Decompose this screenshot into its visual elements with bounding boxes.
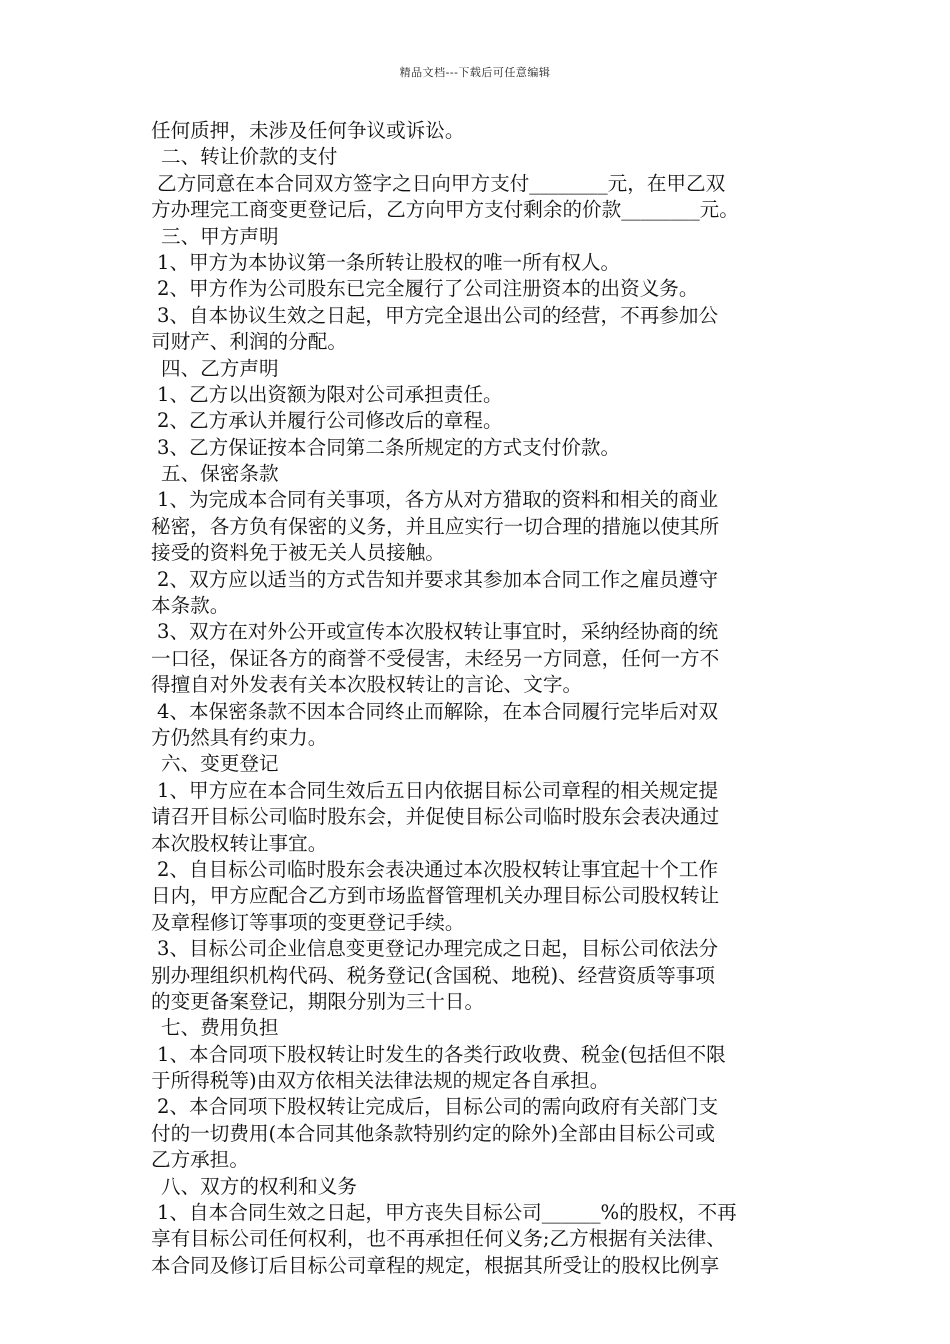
text-line: 的变更备案登记，期限分别为三十日。 <box>151 989 485 1013</box>
text-line: 2、本合同项下股权转让完成后，目标公司的需向政府有关部门支 <box>157 1095 719 1119</box>
text-line: 3、双方在对外公开或宣传本次股权转让事宜时，采纳经协商的统 <box>157 620 719 644</box>
text-line: 3、自本协议生效之日起，甲方完全退出公司的经营，不再参加公 <box>157 303 719 327</box>
text-line: 2、双方应以适当的方式告知并要求其参加本合同工作之雇员遵守 <box>157 567 719 591</box>
text-line: 秘密，各方负有保密的义务，并且应实行一切合理的措施以使其所 <box>151 514 720 538</box>
text-line: 方办理完工商变更登记后，乙方向甲方支付剩余的价款________元。 <box>151 198 739 222</box>
text-line: 于所得税等)由双方依相关法律法规的规定各自承担。 <box>151 1069 610 1093</box>
page-header: 精品文档---下载后可任意编辑 <box>399 66 551 79</box>
section-heading: 五、保密条款 <box>161 462 279 486</box>
section-heading: 七、费用负担 <box>161 1016 279 1040</box>
text-line: 1、乙方以出资额为限对公司承担责任。 <box>157 382 503 406</box>
text-line: 乙方承担。 <box>151 1148 249 1172</box>
text-line: 方仍然具有约束力。 <box>151 725 328 749</box>
text-line: 1、自本合同生效之日起，甲方丧失目标公司______%的股权，不再 <box>157 1201 737 1225</box>
text-line: 享有目标公司任何权利，也不再承担任何义务;乙方根据有关法律、 <box>151 1227 726 1251</box>
text-line: 请召开目标公司临时股东会，并促使目标公司临时股东会表决通过 <box>151 805 720 829</box>
text-line: 本条款。 <box>151 594 230 618</box>
text-line: 别办理组织机构代码、税务登记(含国税、地税)、经营资质等事项 <box>151 963 715 987</box>
text-line: 1、为完成本合同有关事项，各方从对方猎取的资料和相关的商业 <box>157 488 719 512</box>
text-line: 司财产、利润的分配。 <box>151 330 347 354</box>
text-line: 任何质押，未涉及任何争议或诉讼。 <box>151 119 465 142</box>
text-line: 3、目标公司企业信息变更登记办理完成之日起，目标公司依法分 <box>157 937 719 961</box>
section-heading: 三、甲方声明 <box>161 224 279 248</box>
text-line: 本合同及修订后目标公司章程的规定，根据其所受让的股权比例享 <box>151 1253 720 1277</box>
text-line: 乙方同意在本合同双方签字之日向甲方支付________元，在甲乙双 <box>157 171 726 195</box>
text-line: 接受的资料免于被无关人员接触。 <box>151 541 445 565</box>
text-line: 日内，甲方应配合乙方到市场监督管理机关办理目标公司股权转让 <box>151 884 720 908</box>
section-heading: 六、变更登记 <box>161 752 279 776</box>
document-body <box>151 118 811 1279</box>
text-line: 本次股权转让事宜。 <box>151 831 328 855</box>
section-heading: 四、乙方声明 <box>161 356 279 380</box>
text-line: 3、乙方保证按本合同第二条所规定的方式支付价款。 <box>157 435 621 459</box>
text-line: 1、甲方为本协议第一条所转让股权的唯一所有权人。 <box>157 250 621 274</box>
text-line: 1、本合同项下股权转让时发生的各类行政收费、税金(包括但不限 <box>157 1042 726 1066</box>
text-line: 2、甲方作为公司股东已完全履行了公司注册资本的出资义务。 <box>157 277 699 301</box>
text-line: 2、乙方承认并履行公司修改后的章程。 <box>157 409 503 433</box>
text-line: 得擅自对外发表有关本次股权转让的言论、文字。 <box>151 673 583 697</box>
text-line: 4、本保密条款不因本合同终止而解除，在本合同履行完毕后对双 <box>157 699 719 723</box>
text-line: 1、甲方应在本合同生效后五日内依据目标公司章程的相关规定提 <box>157 778 719 802</box>
section-heading: 八、双方的权利和义务 <box>161 1174 357 1198</box>
text-line: 2、自目标公司临时股东会表决通过本次股权转让事宜起十个工作 <box>157 857 719 881</box>
text-line: 付的一切费用(本合同其他条款特别约定的除外)全部由目标公司或 <box>151 1121 715 1145</box>
text-line: 及章程修订等事项的变更登记手续。 <box>151 910 465 934</box>
text-line: 一口径，保证各方的商誉不受侵害，未经另一方同意，任何一方不 <box>151 646 720 670</box>
section-heading: 二、转让价款的支付 <box>161 145 338 169</box>
